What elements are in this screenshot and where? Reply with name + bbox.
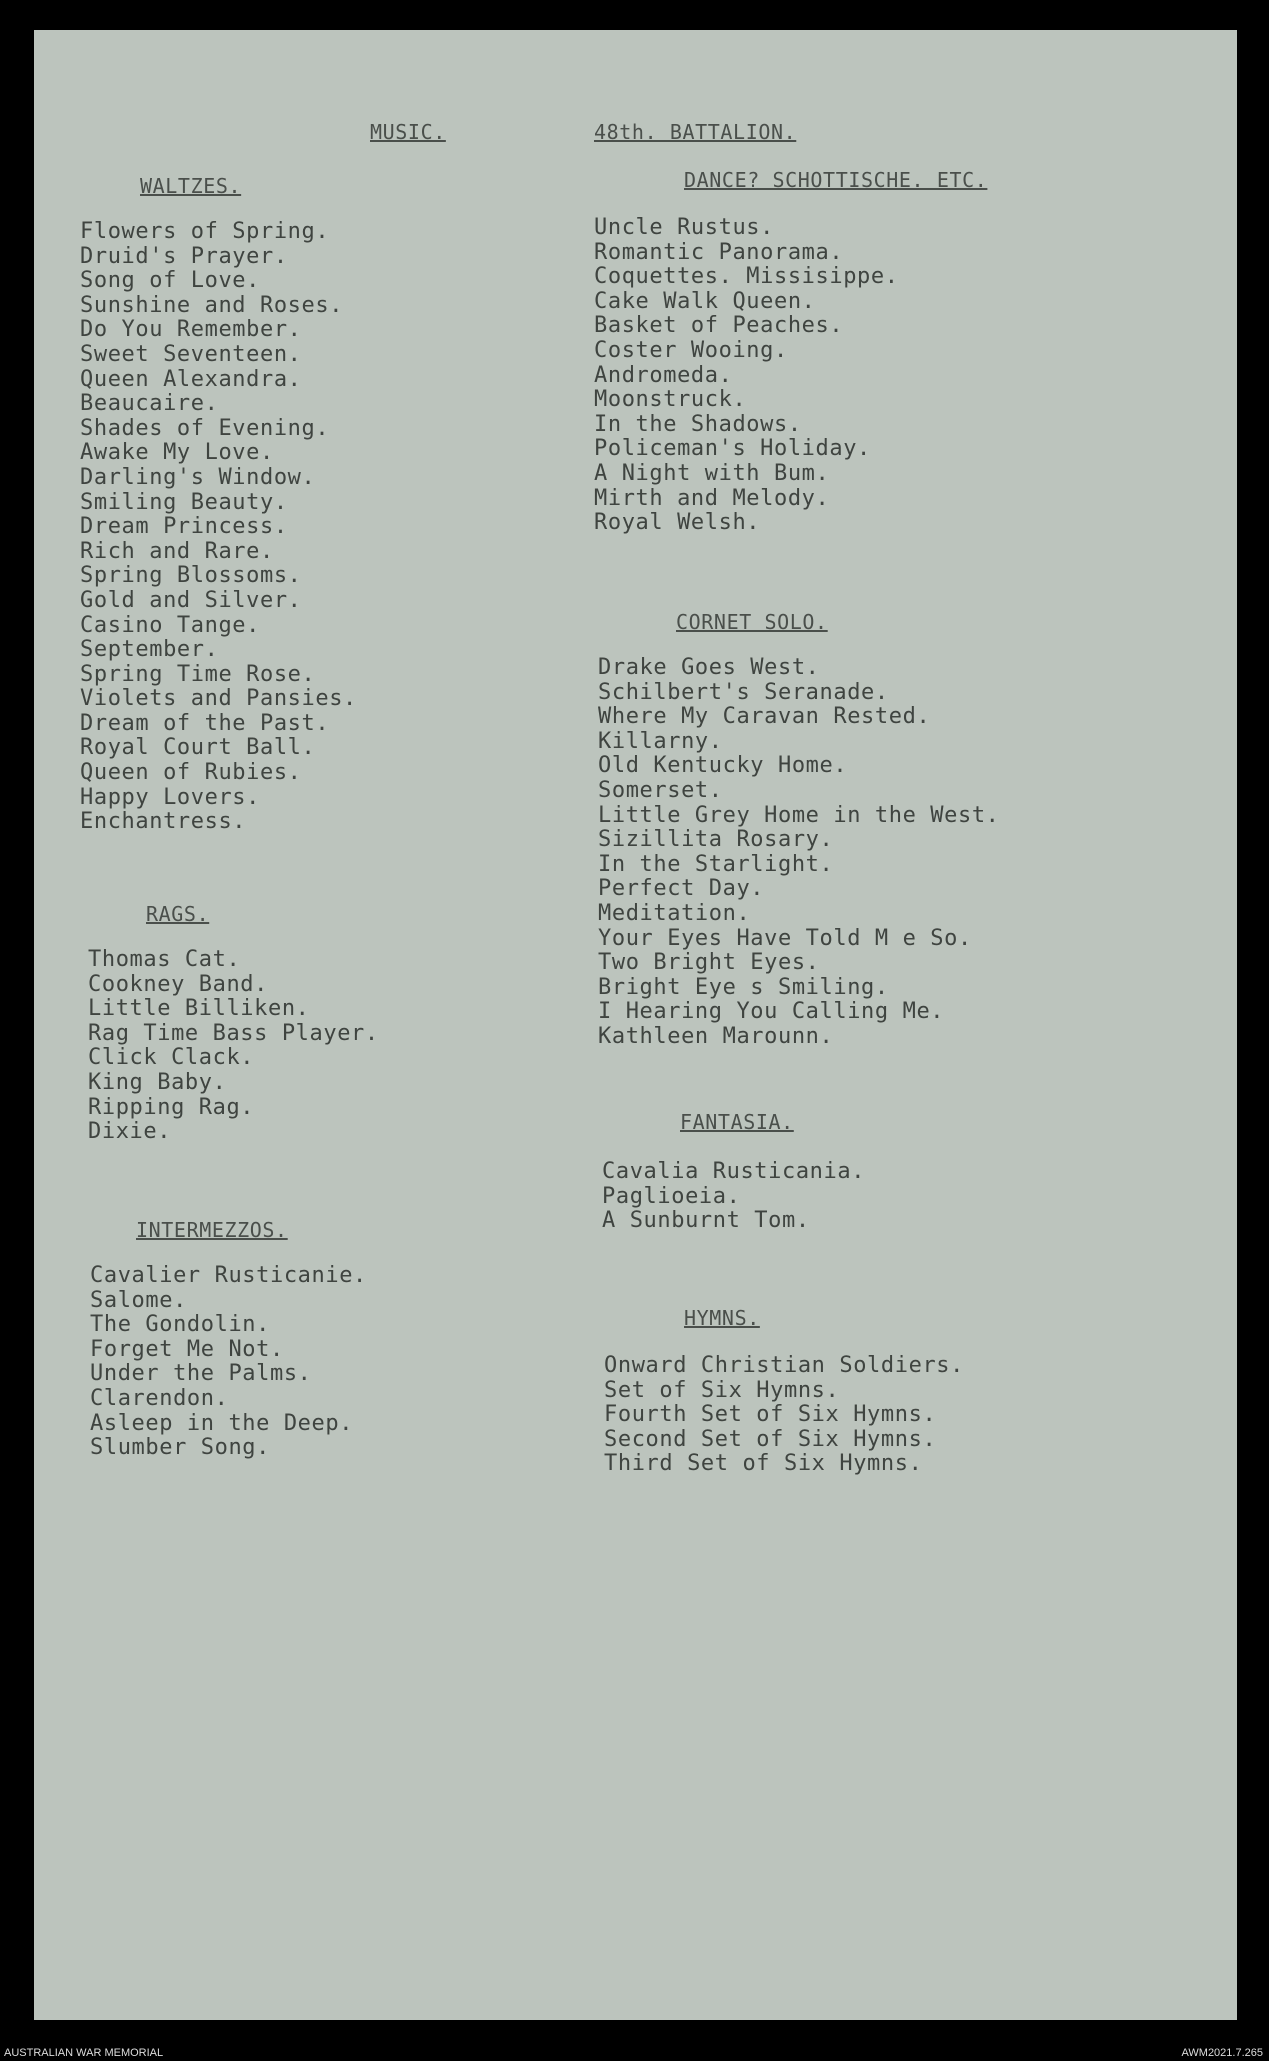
list-item: Enchantress. [80,809,247,835]
list-item: Coquettes. Missisippe. [594,264,899,290]
list-item: Queen of Rubies. [80,760,302,786]
section-heading-hymns: HYMNS. [684,1306,760,1330]
document-title: MUSIC. [370,120,446,144]
list-item: King Baby. [88,1069,227,1095]
list-item: Queen Alexandra. [80,366,302,392]
list-item: Salome. [90,1287,187,1313]
list-item: Little Billiken. [88,996,310,1022]
list-item: Dream of the Past. [80,710,330,736]
list-item: In the Starlight. [598,851,834,877]
list-item: Two Bright Eyes. [598,950,820,976]
list-item: Uncle Rustus. [594,215,774,240]
list-item: Forget Me Not. [90,1336,284,1362]
section-heading-cornet: CORNET SOLO. [676,610,828,634]
list-item: In the Shadows. [594,411,802,437]
list-item: Royal Welsh. [594,510,761,536]
list-item: Cake Walk Queen. [594,288,816,314]
list-item: Rich and Rare. [80,538,274,564]
list-item: Meditation. [598,900,751,926]
list-item: Dream Princess. [80,514,288,540]
list-item: Casino Tange. [80,612,260,638]
list-item: Flowers of Spring. [80,219,330,244]
list-item: Third Set of Six Hymns. [604,1451,923,1477]
document-page [34,30,1237,2020]
list-item: Perfect Day. [598,876,765,902]
list-item: September. [80,637,219,663]
footer-institution: AUSTRALIAN WAR MEMORIAL [4,2047,164,2059]
list-item: Old Kentucky Home. [598,753,848,779]
list-item: Spring Time Rose. [80,661,316,687]
list-item: Policeman's Holiday. [594,436,871,462]
list-item: Thomas Cat. [88,947,241,972]
list-item: Basket of Peaches. [594,313,844,339]
section-heading-waltzes: WALTZES. [140,174,242,198]
dance-list [594,216,899,536]
list-item: Clarendon. [90,1385,229,1411]
rags-list [88,948,379,1145]
hymns-list [604,1354,964,1477]
list-item: Paglioeia. [602,1183,741,1209]
list-item: Coster Wooing. [594,337,788,363]
list-item: Set of Six Hymns. [604,1377,840,1403]
cornet-list [598,656,1000,1050]
list-item: Cavalier Rusticanie. [90,1263,367,1288]
list-item: I Hearing You Calling Me. [598,999,945,1025]
list-item: Mirth and Melody. [594,485,830,511]
list-item: Under the Palms. [90,1361,312,1387]
list-item: Shades of Evening. [80,415,330,441]
waltzes-list [80,220,357,835]
list-item: Andromeda. [594,362,733,388]
list-item: Slumber Song. [90,1435,270,1461]
list-item: Spring Blossoms. [80,563,302,589]
intermezzos-list [90,1264,367,1461]
list-item: Romantic Panorama. [594,239,844,265]
list-item: Bright Eye s Smiling. [598,974,889,1000]
section-heading-rags: RAGS. [146,902,210,926]
list-item: Happy Lovers. [80,784,260,810]
list-item: Druid's Prayer. [80,243,288,269]
fantasia-list [602,1160,865,1234]
list-item: Darling's Window. [80,464,316,490]
list-item: Rag Time Bass Player. [88,1020,379,1046]
list-item: Kathleen Marounn. [598,1023,834,1049]
list-item: Smiling Beauty. [80,489,288,515]
list-item: Click Clack. [88,1045,255,1071]
list-item: Song of Love. [80,268,260,294]
section-heading-fantasia: FANTASIA. [680,1110,794,1134]
list-item: Fourth Set of Six Hymns. [604,1402,937,1428]
list-item: Do You Remember. [80,317,302,343]
list-item: Schilbert's Seranade. [598,679,889,705]
list-item: The Gondolin. [90,1312,270,1338]
section-heading-intermezzos: INTERMEZZOS. [136,1218,288,1242]
list-item: Sweet Seventeen. [80,341,302,367]
list-item: Beaucaire. [80,391,219,417]
list-item: Gold and Silver. [80,587,302,613]
battalion-title: 48th. BATTALION. [594,120,797,144]
list-item: A Sunburnt Tom. [602,1208,810,1234]
list-item: Drake Goes West. [598,655,820,680]
list-item: Killarny. [598,728,723,754]
list-item: Royal Court Ball. [80,735,316,761]
list-item: Cavalia Rusticania. [602,1159,866,1184]
list-item: Asleep in the Deep. [90,1410,354,1436]
list-item: Second Set of Six Hymns. [604,1426,937,1452]
list-item: Awake My Love. [80,440,274,466]
list-item: Violets and Pansies. [80,686,357,712]
list-item: Sunshine and Roses. [80,292,344,318]
list-item: Little Grey Home in the West. [598,802,1000,828]
list-item: A Night with Bum. [594,460,830,486]
list-item: Onward Christian Soldiers. [604,1353,964,1378]
list-item: Where My Caravan Rested. [598,704,931,730]
list-item: Sizillita Rosary. [598,827,834,853]
list-item: Your Eyes Have Told M e So. [598,925,972,951]
list-item: Cookney Band. [88,971,268,997]
list-item: Somerset. [598,777,723,803]
list-item: Moonstruck. [594,387,747,413]
list-item: Ripping Rag. [88,1094,255,1120]
list-item: Dixie. [88,1119,172,1145]
footer-reference: AWM2021.7.265 [1181,2047,1263,2059]
section-heading-dance: DANCE? SCHOTTISCHE. ETC. [684,168,988,192]
